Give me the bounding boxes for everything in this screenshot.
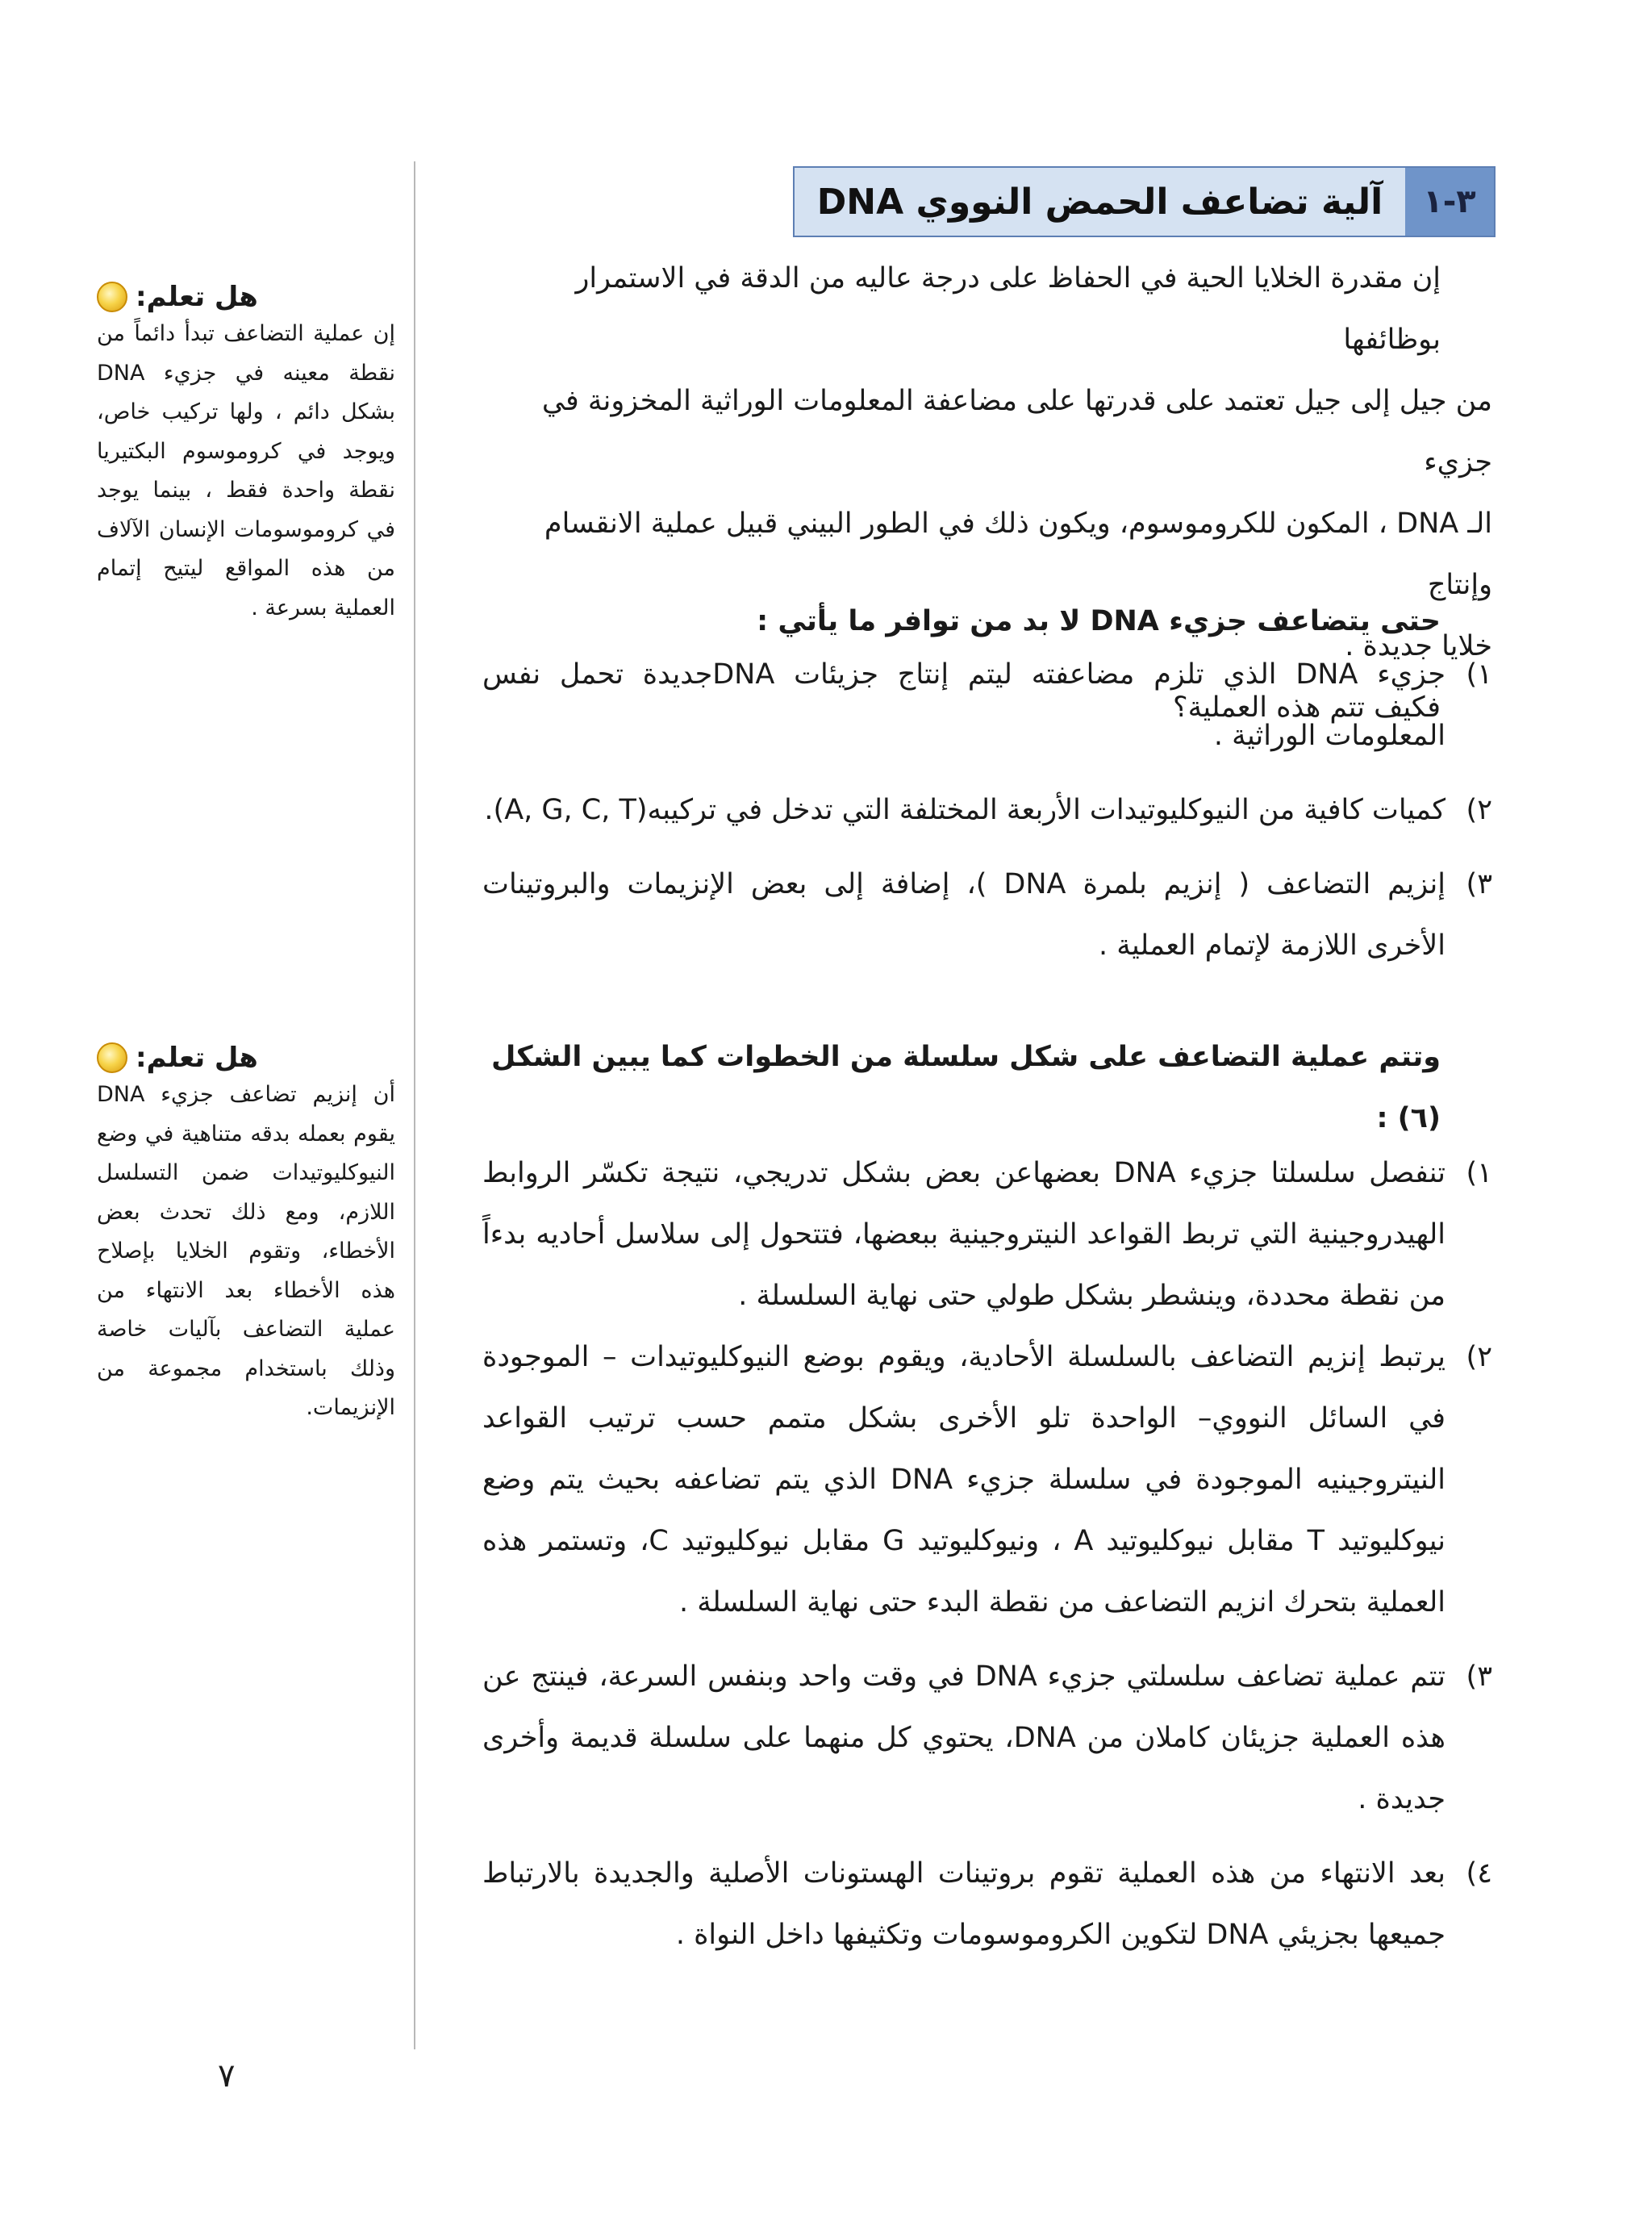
page-number: ٧ (218, 2057, 236, 2095)
did-you-know-text: أن إنزيم تضاعف جزيء DNA يقوم بعمله بدقه متناهية في وضع النيوكليوتيدات ضمن التسلسل اللازم، ومع ذلك تحدث بعض الأخطاء، وتقوم الخلايا بإصلاح هذه الأخطاء بعد الانتهاء من عملية التضاعف بآليات خاصة وذلك باستخدام مجموعة من الإنزيمات. (97, 1082, 395, 1420)
requirements-section (482, 591, 1492, 976)
requirements-heading: حتى يتضاعف جزيء DNA لا بد من توافر ما يأتي : (757, 605, 1441, 637)
did-you-know-text: إن عملية التضاعف تبدأ دائماً من نقطة معينه في جزيء DNA بشكل دائم ، ولها تركيب خاص، ويوجد في كروموسوم البكتيريا نقطة واحدة فقط ، بينما يوجد في كروموسومات الإنسان الآلاف من هذه المواقع ليتيح إتمام العملية بسرعة . (97, 321, 395, 620)
intro-question: فكيف تتم هذه العملية؟ (1173, 691, 1441, 724)
item-number: ٢) (1466, 1341, 1492, 1373)
step-item (482, 1326, 1492, 1633)
intro-line: خلايا جديدة . (1345, 630, 1492, 662)
requirement-item (482, 854, 1492, 976)
bulb-icon (97, 282, 127, 312)
item-number: ٣) (1466, 868, 1492, 900)
did-you-know-heading: هل تعلم: (97, 1042, 395, 1074)
requirement-item (482, 779, 1492, 841)
item-text: يرتبط إنزيم التضاعف بالسلسلة الأحادية، ويقوم بوضع النيوكليوتيدات – الموجودة في السائل النووي– الواحدة تلو الأخرى بشكل متمم حسب ترتيب القواعد النيتروجينيه الموجودة في سلسلة جزيء DNA الذي يتم تضاعفه بحيث يتم وضع نيوكليوتيد T مقابل نيوكليوتيد A ، ونيوكليوتيد G مقابل نيوكليوتيد C، وتستمر هذه العملية بتحرك انزيم التضاعف من نقطة البدء حتى نهاية السلسلة . (482, 1341, 1446, 1619)
section-title: آلية تضاعف الحمض النووي DNA (816, 181, 1383, 223)
section-header (793, 166, 1496, 237)
item-text: تتم عملية تضاعف سلسلتي جزيء DNA في وقت واحد وبنفس السرعة، فينتج عن هذه العملية جزيئان كاملان من DNA، يحتوي كل منهما على سلسلة قديمة وأخرى جديدة . (482, 1660, 1446, 1815)
step-item (482, 1646, 1492, 1830)
column-divider (414, 161, 415, 2049)
item-number: ١) (1466, 658, 1492, 691)
did-you-know-heading: هل تعلم: (97, 281, 395, 313)
step-item (482, 1142, 1492, 1326)
item-text: بعد الانتهاء من هذه العملية تقوم بروتينات الهستونات الأصلية والجديدة بالارتباط جميعها بجزيئي DNA لتكوين الكروموسومات وتكثيفها داخل النواة . (482, 1857, 1446, 1951)
did-you-know-box (97, 1042, 395, 1428)
item-text: كميات كافية من النيوكليوتيدات الأربعة المختلفة التي تدخل في تركيبه(A, G, C, T). (484, 794, 1446, 826)
bulb-icon (97, 1042, 127, 1073)
step-item (482, 1843, 1492, 1965)
did-you-know-box (97, 281, 395, 628)
intro-line: من جيل إلى جيل تعتمد على قدرتها على مضاعفة المعلومات الوراثية المخزونة في جزيء (541, 385, 1492, 478)
steps-section (482, 1026, 1492, 1965)
section-number: ٣-١ (1405, 168, 1494, 236)
item-number: ٣) (1466, 1660, 1492, 1693)
item-text: جزيء DNA الذي تلزم مضاعفته ليتم إنتاج جزيئات DNAجديدة تحمل نفس المعلومات الوراثية . (482, 658, 1446, 752)
item-number: ٤) (1466, 1857, 1492, 1890)
steps-heading: وتتم عملية التضاعف على شكل سلسلة من الخطوات كما يبين الشكل (٦) : (490, 1041, 1441, 1134)
intro-line: الـ DNA ، المكون للكروموسوم، ويكون ذلك في الطور البيني قبيل عملية الانقسام وإنتاج (544, 508, 1492, 601)
requirement-item (482, 644, 1492, 766)
item-number: ١) (1466, 1157, 1492, 1189)
item-text: تنفصل سلسلتا جزيء DNA بعضهاعن بعض بشكل تدريجي، نتيجة تكسّر الروابط الهيدروجينية التي تربط القواعد النيتروجينية ببعضها، فتتحول إلى سلاسل أحاديه بدءاً من نقطة محددة، وينشطر بشكل طولي حتى نهاية السلسلة . (482, 1157, 1446, 1312)
item-text: إنزيم التضاعف ( إنزيم بلمرة DNA )، إضافة إلى بعض الإنزيمات والبروتينات الأخرى اللازمة لإتمام العملية . (482, 868, 1446, 962)
item-number: ٢) (1466, 794, 1492, 826)
intro-line: إن مقدرة الخلايا الحية في الحفاظ على درجة عاليه من الدقة في الاستمرار بوظائفها (575, 262, 1441, 356)
